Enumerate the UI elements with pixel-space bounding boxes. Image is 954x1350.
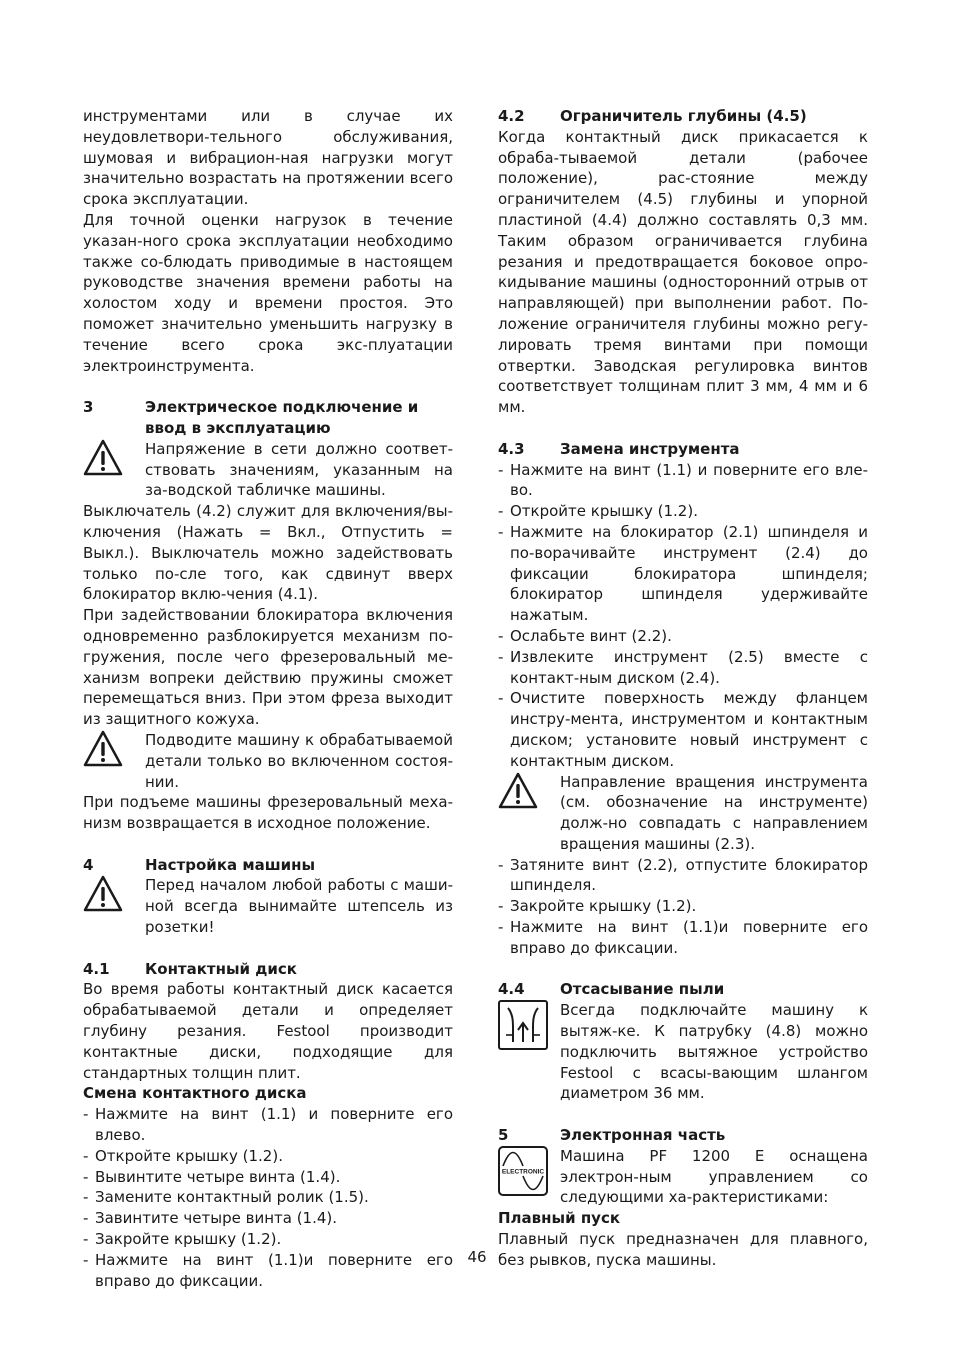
list-item: - Закройте крышку (1.2).: [83, 1229, 453, 1250]
paragraph: Плавный пуск предназначен для плавного, без рывков, пуска машины.: [498, 1230, 868, 1269]
subsection-title: Смена контактного диска: [83, 1084, 307, 1103]
warning-block: [83, 439, 453, 501]
warning-text: Перед началом любой работы с маши-ной всегда вынимайте штепсель из розетки!: [145, 876, 453, 937]
section-5-heading: [498, 1125, 868, 1146]
electronic-icon-label: ELECTRONIC: [501, 1168, 545, 1176]
section-title: Электрическое подключение и ввод в эксплуатацию: [145, 398, 419, 437]
warning-icon: [498, 772, 560, 855]
section-number: 4.2: [498, 107, 525, 125]
warning-text: Напряжение в сети должно соответ-ствовать значениям, указанным на за-водской табличке машины.: [145, 439, 453, 500]
list-item: - Закройте крышку (1.2).: [498, 896, 868, 917]
section-title: Контактный диск: [145, 959, 297, 978]
paragraph: При подъеме машины фрезеровальный меха-низм возвращается в исходное положение.: [83, 793, 453, 833]
warning-icon: [83, 439, 145, 501]
list-item: - Затяните винт (2.2), отпустите блокиратор шпинделя.: [498, 855, 868, 897]
paragraph: Во время работы контактный диск касается обрабатываемой детали и определяет глубину резания. Festool производит контактные диски, подходящие для стандартных толщин плит.: [83, 980, 453, 1082]
warning-icon: [83, 730, 145, 792]
subsection-title: Плавный пуск: [498, 1209, 621, 1228]
section-number: 4.1: [83, 959, 110, 978]
section-4-1-heading: [83, 959, 453, 980]
steps-list: [498, 855, 868, 959]
section-number: 4.3: [498, 439, 525, 458]
warning-block: [83, 730, 453, 792]
list-item: - Нажмите на блокиратор (2.1) шпинделя и по-ворачивайте инструмент (2.4) до фиксации блокиратора шпинделя; блокиратор шпинделя удерживайте нажатым.: [498, 522, 868, 626]
section-number: 4.4: [498, 980, 525, 999]
list-item: - Вывинтите четыре винта (1.4).: [83, 1167, 453, 1188]
section-title: Настройка машины: [145, 855, 316, 874]
section-4-3-heading: [498, 439, 868, 460]
paragraph: При задействовании блокиратора включения одновременно разблокируется механизм по-гружения, после чего фрезеровальный ме-ханизм вопреки действию пружины сможет перемещаться вниз. При этом фреза выходит из защитного кожуха.: [83, 606, 453, 729]
section-title: Замена инструмента: [560, 439, 740, 458]
page-number: 46: [467, 1248, 487, 1266]
list-item: - Нажмите на винт (1.1)и поверните его вправо до фиксации.: [498, 917, 868, 959]
warning-block: [498, 772, 868, 855]
electronic-block: [498, 1146, 868, 1208]
paragraph: Когда контактный диск прикасается к обраба-тываемой детали (рабочее положение), рас-стояние между ограничителем (4.5) глубины и упорной пластиной (4.4) должно составлять 0,3 мм. Таким образом ограничивается глубина резания и предотвращается боковое опро-кидывание машины (односторонний отрыв от направляющей) при выполнении работ. По-ложение ограничителя глубины можно регу-лировать тремя винтами при помощи отвертки. Заводская регулировка винтов соответствует толщинам плит 3 мм, 4 мм и 6 мм.: [498, 127, 868, 417]
list-item: - Нажмите на винт (1.1) и поверните его влево.: [83, 1104, 453, 1146]
intro-paragraph-2: Для точной оценки нагрузок в течение указан-ного срока эксплуатации необходимо также со-блюдать приводимые в настоящем руководстве значения времени работы на холостом ходу и времени простоя. Это поможет значительно уменьшить нагрузку в течение всего срока экс-плуатации электроинструмента.: [83, 210, 453, 375]
electronic-icon: [498, 1146, 560, 1208]
section-title: Отсасывание пыли: [560, 980, 725, 999]
section-title: Ограничитель глубины (4.5): [560, 107, 807, 125]
list-item: - Завинтите четыре винта (1.4).: [83, 1208, 453, 1229]
paragraph: Выключатель (4.2) служит для включения/вы-ключения (Нажать = Вкл., Отпустить = Выкл.). Выключатель можно задействовать только по-сле того, как сдвинут вверх блокиратор вклю-чения (4.1).: [83, 502, 453, 604]
list-item: - Нажмите на винт (1.1)и поверните его вправо до фиксации.: [83, 1250, 453, 1292]
right-column: [498, 106, 868, 1271]
section-4-heading: [83, 855, 453, 876]
dust-extraction-block: [498, 1000, 868, 1104]
warning-text: Подводите машину к обрабатываемой детали только во включенном состоя-нии.: [145, 730, 453, 791]
dust-extraction-text: Всегда подключайте машину к вытяж-ке. К патрубку (4.8) можно подключить вытяжное устройство Festool с всасы-вающим шлангом диаметром 36 мм.: [560, 1001, 868, 1103]
electronic-text: Машина PF 1200 E оснащена электрон-ным управлением со следующими ха-рактеристиками:: [560, 1146, 868, 1207]
section-number: 3: [83, 398, 94, 417]
intro-paragraph-1: инструментами или в случае их неудовлетвори-тельного обслуживания, шумовая и вибрацион-ная нагрузки могут значительно возрастать на протяжении всего срока эксплуатации.: [83, 107, 453, 209]
steps-list: [498, 460, 868, 772]
warning-block: [83, 875, 453, 937]
list-item: - Откройте крышку (1.2).: [83, 1146, 453, 1167]
list-item: - Нажмите на винт (1.1) и поверните его вле-во.: [498, 460, 868, 502]
section-number: 4: [83, 855, 94, 874]
section-4-4-heading: [498, 979, 868, 1000]
warning-text: Направление вращения инструмента (см. обозначение на инструменте) долж-но совпадать с направлением вращения машины (2.3).: [560, 772, 868, 853]
section-4-2-heading: [498, 106, 868, 127]
list-item: - Очистите поверхность между фланцем инстру-мента, инструментом и контактным диском; установите новый инструмент с контактным диском.: [498, 688, 868, 771]
warning-icon: [83, 875, 145, 937]
list-item: - Извлеките инструмент (2.5) вместе с контакт-ным диском (2.4).: [498, 647, 868, 689]
dust-extraction-icon: [498, 1000, 560, 1104]
section-number: 5: [498, 1126, 509, 1145]
section-3-heading: [83, 397, 453, 439]
section-title: Электронная часть: [560, 1126, 726, 1145]
list-item: - Ослабьте винт (2.2).: [498, 626, 868, 647]
list-item: - Откройте крышку (1.2).: [498, 501, 868, 522]
list-item: - Замените контактный ролик (1.5).: [83, 1187, 453, 1208]
left-column: [83, 106, 453, 1291]
